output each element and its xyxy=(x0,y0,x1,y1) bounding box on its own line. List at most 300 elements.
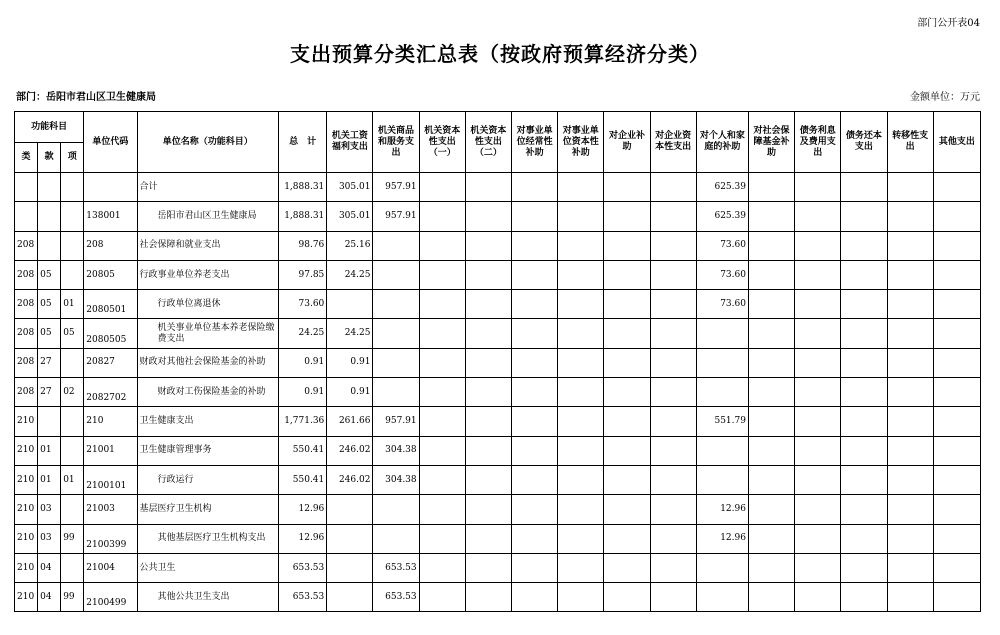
header-c6: 对事业单位资本性补助 xyxy=(558,112,604,173)
amount-unit-label: 金额单位：万元 xyxy=(910,92,980,103)
cell-c12 xyxy=(841,319,887,348)
cell-c6 xyxy=(558,202,604,231)
cell-lei: 210 xyxy=(15,465,38,494)
cell-c5 xyxy=(512,553,558,582)
cell-c7 xyxy=(604,378,650,407)
cell-c1 xyxy=(327,583,373,612)
cell-c13 xyxy=(887,465,933,494)
cell-code: 208 xyxy=(84,231,137,260)
cell-c14 xyxy=(933,465,980,494)
cell-c14 xyxy=(933,260,980,289)
cell-kuan xyxy=(38,231,61,260)
cell-lei: 210 xyxy=(15,407,38,436)
cell-c4 xyxy=(465,465,511,494)
header-c9: 对个人和家庭的补助 xyxy=(696,112,748,173)
cell-c9: 12.96 xyxy=(696,524,748,553)
cell-c8 xyxy=(650,231,696,260)
cell-c2 xyxy=(373,260,419,289)
cell-c9: 625.39 xyxy=(696,173,748,202)
cell-c4 xyxy=(465,495,511,524)
table-row xyxy=(15,319,981,348)
cell-c5 xyxy=(512,407,558,436)
cell-c6 xyxy=(558,173,604,202)
table-row xyxy=(15,348,981,377)
cell-kuan: 03 xyxy=(38,495,61,524)
table-row xyxy=(15,436,981,465)
cell-c1: 246.02 xyxy=(327,436,373,465)
cell-c6 xyxy=(558,553,604,582)
cell-c5 xyxy=(512,290,558,319)
cell-c1 xyxy=(327,553,373,582)
cell-c10 xyxy=(748,378,794,407)
cell-total: 1,888.31 xyxy=(279,173,327,202)
cell-c1: 0.91 xyxy=(327,348,373,377)
cell-c11 xyxy=(795,231,841,260)
cell-c11 xyxy=(795,524,841,553)
cell-xiang xyxy=(61,407,84,436)
cell-c12 xyxy=(841,407,887,436)
cell-c14 xyxy=(933,436,980,465)
cell-name: 行政事业单位养老支出 xyxy=(137,260,279,289)
cell-c2 xyxy=(373,348,419,377)
cell-total: 0.91 xyxy=(279,378,327,407)
cell-c8 xyxy=(650,495,696,524)
cell-c10 xyxy=(748,260,794,289)
cell-lei: 208 xyxy=(15,231,38,260)
cell-xiang xyxy=(61,495,84,524)
cell-xiang xyxy=(61,173,84,202)
cell-c3 xyxy=(419,583,465,612)
cell-c2: 957.91 xyxy=(373,202,419,231)
header-code: 单位代码 xyxy=(84,112,137,173)
cell-c5 xyxy=(512,378,558,407)
cell-c9 xyxy=(696,436,748,465)
cell-c3 xyxy=(419,465,465,494)
cell-c2 xyxy=(373,290,419,319)
cell-c2 xyxy=(373,319,419,348)
cell-c10 xyxy=(748,583,794,612)
cell-c13 xyxy=(887,290,933,319)
cell-c7 xyxy=(604,319,650,348)
cell-c2: 957.91 xyxy=(373,407,419,436)
header-func-group: 功能科目 xyxy=(15,112,84,143)
cell-c7 xyxy=(604,260,650,289)
cell-c3 xyxy=(419,553,465,582)
cell-c2 xyxy=(373,495,419,524)
cell-c12 xyxy=(841,231,887,260)
cell-c7 xyxy=(604,231,650,260)
cell-xiang: 99 xyxy=(61,524,84,553)
cell-name: 合计 xyxy=(137,173,279,202)
cell-c12 xyxy=(841,290,887,319)
cell-c9 xyxy=(696,378,748,407)
cell-c5 xyxy=(512,524,558,553)
cell-c13 xyxy=(887,407,933,436)
cell-c13 xyxy=(887,436,933,465)
cell-c8 xyxy=(650,524,696,553)
cell-kuan: 04 xyxy=(38,553,61,582)
cell-c2 xyxy=(373,378,419,407)
cell-c10 xyxy=(748,319,794,348)
cell-c13 xyxy=(887,231,933,260)
cell-name: 行政单位离退休 xyxy=(137,290,279,319)
cell-name: 公共卫生 xyxy=(137,553,279,582)
cell-c12 xyxy=(841,524,887,553)
cell-total: 550.41 xyxy=(279,436,327,465)
cell-c9: 73.60 xyxy=(696,231,748,260)
header-c2: 机关商品和服务支出 xyxy=(373,112,419,173)
cell-name: 基层医疗卫生机构 xyxy=(137,495,279,524)
cell-c12 xyxy=(841,173,887,202)
cell-total: 0.91 xyxy=(279,348,327,377)
cell-c6 xyxy=(558,524,604,553)
cell-c5 xyxy=(512,583,558,612)
cell-c10 xyxy=(748,407,794,436)
cell-kuan: 04 xyxy=(38,583,61,612)
cell-c10 xyxy=(748,524,794,553)
page-title: 支出预算分类汇总表（按政府预算经济分类） xyxy=(290,42,710,66)
table-row xyxy=(15,465,981,494)
cell-total: 550.41 xyxy=(279,465,327,494)
header-c12: 债务还本支出 xyxy=(841,112,887,173)
cell-c12 xyxy=(841,436,887,465)
cell-c2: 304.38 xyxy=(373,436,419,465)
cell-c1: 24.25 xyxy=(327,260,373,289)
cell-c4 xyxy=(465,319,511,348)
header-total: 总 计 xyxy=(279,112,327,173)
cell-code: 2080505 xyxy=(84,319,137,348)
cell-c13 xyxy=(887,378,933,407)
cell-c10 xyxy=(748,553,794,582)
cell-xiang: 01 xyxy=(61,465,84,494)
cell-c9 xyxy=(696,319,748,348)
cell-name: 机关事业单位基本养老保险缴费支出 xyxy=(137,319,279,348)
cell-c5 xyxy=(512,231,558,260)
cell-c4 xyxy=(465,524,511,553)
form-number: 部门公开表04 xyxy=(917,18,980,29)
cell-code: 20827 xyxy=(84,348,137,377)
cell-c8 xyxy=(650,436,696,465)
cell-c9: 73.60 xyxy=(696,290,748,319)
cell-c9: 73.60 xyxy=(696,260,748,289)
cell-c8 xyxy=(650,290,696,319)
cell-xiang xyxy=(61,202,84,231)
cell-c5 xyxy=(512,348,558,377)
cell-c7 xyxy=(604,583,650,612)
table-row xyxy=(15,290,981,319)
cell-kuan: 05 xyxy=(38,260,61,289)
cell-total: 1,888.31 xyxy=(279,202,327,231)
cell-xiang: 99 xyxy=(61,583,84,612)
cell-c7 xyxy=(604,436,650,465)
cell-lei: 210 xyxy=(15,436,38,465)
cell-c8 xyxy=(650,407,696,436)
cell-c3 xyxy=(419,173,465,202)
cell-c7 xyxy=(604,202,650,231)
cell-c11 xyxy=(795,378,841,407)
cell-c8 xyxy=(650,378,696,407)
cell-name: 卫生健康支出 xyxy=(137,407,279,436)
header-c11: 债务利息及费用支出 xyxy=(795,112,841,173)
cell-lei xyxy=(15,202,38,231)
header-c13: 转移性支出 xyxy=(887,112,933,173)
cell-c2: 957.91 xyxy=(373,173,419,202)
cell-c3 xyxy=(419,290,465,319)
cell-c8 xyxy=(650,173,696,202)
cell-c1: 261.66 xyxy=(327,407,373,436)
cell-c9: 625.39 xyxy=(696,202,748,231)
cell-c11 xyxy=(795,583,841,612)
cell-c11 xyxy=(795,436,841,465)
cell-name: 其他公共卫生支出 xyxy=(137,583,279,612)
cell-total: 12.96 xyxy=(279,495,327,524)
cell-code: 21001 xyxy=(84,436,137,465)
cell-name: 其他基层医疗卫生机构支出 xyxy=(137,524,279,553)
cell-xiang xyxy=(61,348,84,377)
table-row xyxy=(15,495,981,524)
header-xiang: 项 xyxy=(61,143,84,173)
cell-lei: 210 xyxy=(15,553,38,582)
cell-code: 210 xyxy=(84,407,137,436)
cell-c5 xyxy=(512,173,558,202)
cell-c6 xyxy=(558,378,604,407)
cell-c4 xyxy=(465,260,511,289)
cell-c4 xyxy=(465,202,511,231)
cell-code: 21003 xyxy=(84,495,137,524)
budget-table xyxy=(14,111,981,612)
cell-c1: 0.91 xyxy=(327,378,373,407)
cell-c8 xyxy=(650,583,696,612)
cell-c5 xyxy=(512,202,558,231)
cell-c13 xyxy=(887,524,933,553)
cell-c14 xyxy=(933,290,980,319)
cell-c1: 305.01 xyxy=(327,173,373,202)
cell-code: 2080501 xyxy=(84,290,137,319)
cell-c8 xyxy=(650,348,696,377)
cell-c12 xyxy=(841,553,887,582)
cell-c6 xyxy=(558,290,604,319)
cell-c11 xyxy=(795,465,841,494)
cell-c14 xyxy=(933,319,980,348)
cell-c2: 304.38 xyxy=(373,465,419,494)
cell-c11 xyxy=(795,202,841,231)
cell-c3 xyxy=(419,348,465,377)
cell-c1 xyxy=(327,524,373,553)
cell-c13 xyxy=(887,319,933,348)
cell-total: 73.60 xyxy=(279,290,327,319)
cell-lei: 208 xyxy=(15,260,38,289)
cell-c7 xyxy=(604,348,650,377)
cell-c13 xyxy=(887,348,933,377)
cell-total: 1,771.36 xyxy=(279,407,327,436)
cell-c3 xyxy=(419,231,465,260)
table-row xyxy=(15,524,981,553)
cell-c9: 12.96 xyxy=(696,495,748,524)
cell-c10 xyxy=(748,348,794,377)
cell-c13 xyxy=(887,495,933,524)
cell-code: 20805 xyxy=(84,260,137,289)
header-lei: 类 xyxy=(15,143,38,173)
cell-total: 653.53 xyxy=(279,553,327,582)
cell-lei: 210 xyxy=(15,495,38,524)
cell-c11 xyxy=(795,173,841,202)
cell-name: 卫生健康管理事务 xyxy=(137,436,279,465)
cell-c4 xyxy=(465,436,511,465)
table-row xyxy=(15,407,981,436)
cell-c7 xyxy=(604,495,650,524)
cell-code: 21004 xyxy=(84,553,137,582)
header-c14: 其他支出 xyxy=(933,112,980,173)
cell-c12 xyxy=(841,378,887,407)
cell-c7 xyxy=(604,290,650,319)
header-c5: 对事业单位经常性补助 xyxy=(512,112,558,173)
cell-xiang: 05 xyxy=(61,319,84,348)
cell-kuan: 27 xyxy=(38,348,61,377)
cell-c9 xyxy=(696,553,748,582)
cell-c4 xyxy=(465,290,511,319)
cell-lei: 208 xyxy=(15,290,38,319)
cell-c6 xyxy=(558,407,604,436)
cell-c12 xyxy=(841,202,887,231)
cell-lei: 208 xyxy=(15,378,38,407)
table-row xyxy=(15,583,981,612)
cell-c12 xyxy=(841,260,887,289)
cell-c11 xyxy=(795,319,841,348)
cell-c11 xyxy=(795,407,841,436)
cell-kuan xyxy=(38,173,61,202)
cell-total: 97.85 xyxy=(279,260,327,289)
cell-c8 xyxy=(650,260,696,289)
cell-name: 财政对工伤保险基金的补助 xyxy=(137,378,279,407)
cell-c10 xyxy=(748,290,794,319)
cell-c6 xyxy=(558,348,604,377)
cell-c12 xyxy=(841,348,887,377)
cell-total: 12.96 xyxy=(279,524,327,553)
cell-c5 xyxy=(512,465,558,494)
table-row xyxy=(15,260,981,289)
cell-c3 xyxy=(419,407,465,436)
cell-c9: 551.79 xyxy=(696,407,748,436)
cell-code: 138001 xyxy=(84,202,137,231)
header-name: 单位名称（功能科目） xyxy=(137,112,279,173)
cell-c8 xyxy=(650,319,696,348)
cell-lei: 208 xyxy=(15,348,38,377)
cell-c14 xyxy=(933,583,980,612)
cell-c4 xyxy=(465,378,511,407)
cell-c6 xyxy=(558,465,604,494)
cell-c3 xyxy=(419,202,465,231)
cell-c14 xyxy=(933,231,980,260)
cell-c13 xyxy=(887,553,933,582)
cell-xiang: 01 xyxy=(61,290,84,319)
cell-c10 xyxy=(748,436,794,465)
header-c8: 对企业资本性支出 xyxy=(650,112,696,173)
cell-c7 xyxy=(604,173,650,202)
cell-c5 xyxy=(512,260,558,289)
cell-c6 xyxy=(558,436,604,465)
cell-c1 xyxy=(327,495,373,524)
cell-c13 xyxy=(887,173,933,202)
cell-c14 xyxy=(933,202,980,231)
department-label: 部门：岳阳市君山区卫生健康局 xyxy=(16,92,156,103)
cell-c3 xyxy=(419,319,465,348)
cell-c12 xyxy=(841,465,887,494)
cell-c14 xyxy=(933,553,980,582)
cell-c5 xyxy=(512,319,558,348)
cell-c13 xyxy=(887,202,933,231)
cell-c14 xyxy=(933,173,980,202)
cell-code: 2100399 xyxy=(84,524,137,553)
cell-c14 xyxy=(933,524,980,553)
cell-c14 xyxy=(933,348,980,377)
header-c7: 对企业补助 xyxy=(604,112,650,173)
cell-c4 xyxy=(465,173,511,202)
cell-c2 xyxy=(373,524,419,553)
cell-xiang xyxy=(61,436,84,465)
cell-c10 xyxy=(748,465,794,494)
cell-c2: 653.53 xyxy=(373,553,419,582)
cell-c11 xyxy=(795,260,841,289)
header-c10: 对社会保障基金补助 xyxy=(748,112,794,173)
cell-c3 xyxy=(419,260,465,289)
cell-c14 xyxy=(933,378,980,407)
cell-c3 xyxy=(419,524,465,553)
cell-lei: 208 xyxy=(15,319,38,348)
cell-c3 xyxy=(419,436,465,465)
cell-c1: 25.16 xyxy=(327,231,373,260)
cell-total: 653.53 xyxy=(279,583,327,612)
cell-c9 xyxy=(696,348,748,377)
cell-c14 xyxy=(933,495,980,524)
cell-lei: 210 xyxy=(15,583,38,612)
cell-kuan: 05 xyxy=(38,319,61,348)
cell-c6 xyxy=(558,583,604,612)
cell-xiang xyxy=(61,553,84,582)
cell-c6 xyxy=(558,260,604,289)
cell-name: 岳阳市君山区卫生健康局 xyxy=(137,202,279,231)
cell-c11 xyxy=(795,348,841,377)
cell-code xyxy=(84,173,137,202)
cell-code: 2100101 xyxy=(84,465,137,494)
cell-c8 xyxy=(650,465,696,494)
cell-c6 xyxy=(558,495,604,524)
table-row xyxy=(15,173,981,202)
cell-kuan: 27 xyxy=(38,378,61,407)
cell-c3 xyxy=(419,495,465,524)
header-c4: 机关资本性支出（二） xyxy=(465,112,511,173)
cell-c5 xyxy=(512,436,558,465)
cell-kuan xyxy=(38,407,61,436)
cell-code: 2100499 xyxy=(84,583,137,612)
cell-c11 xyxy=(795,553,841,582)
cell-kuan xyxy=(38,202,61,231)
cell-c7 xyxy=(604,524,650,553)
cell-c10 xyxy=(748,231,794,260)
header-kuan: 款 xyxy=(38,143,61,173)
cell-kuan: 01 xyxy=(38,436,61,465)
cell-lei xyxy=(15,173,38,202)
cell-total: 98.76 xyxy=(279,231,327,260)
cell-c10 xyxy=(748,495,794,524)
cell-c11 xyxy=(795,495,841,524)
cell-c6 xyxy=(558,231,604,260)
cell-c7 xyxy=(604,465,650,494)
table-row xyxy=(15,553,981,582)
cell-c2 xyxy=(373,231,419,260)
cell-c7 xyxy=(604,407,650,436)
cell-c14 xyxy=(933,407,980,436)
cell-c8 xyxy=(650,553,696,582)
